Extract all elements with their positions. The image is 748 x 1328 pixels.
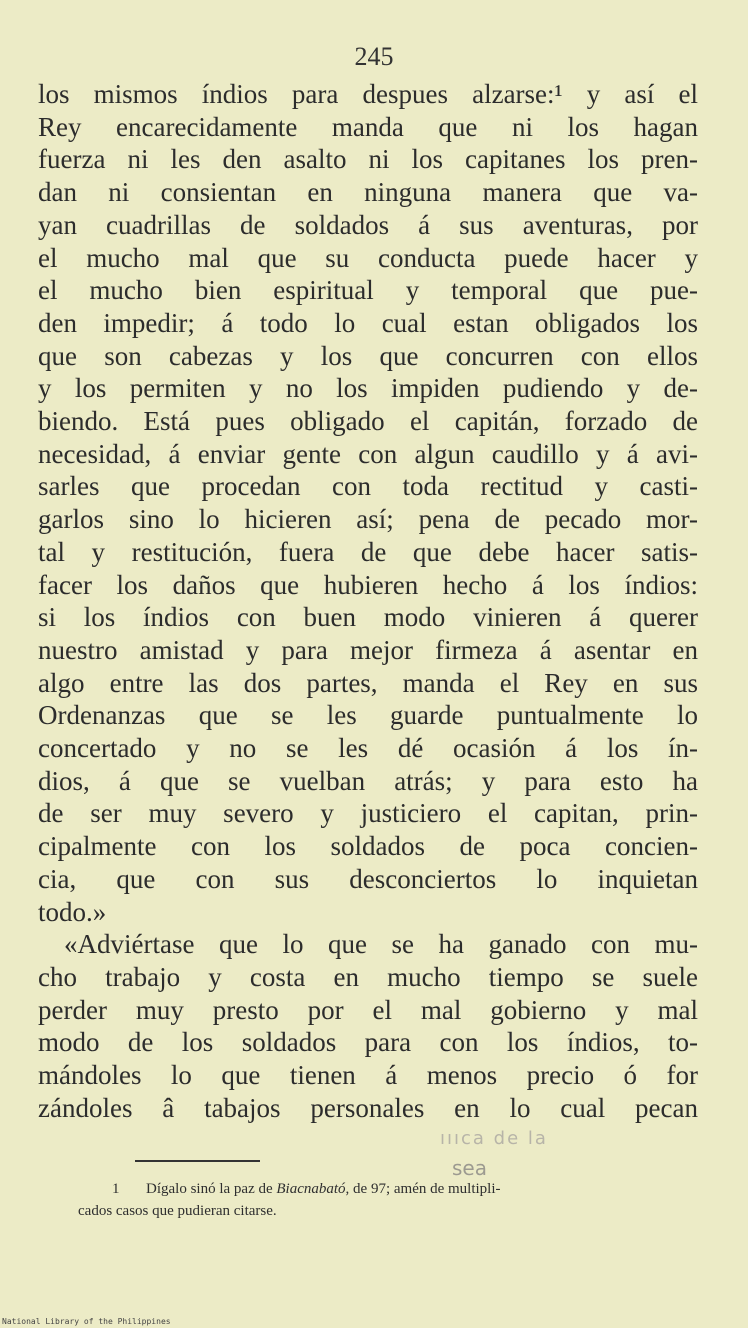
bleed-through-text: sea xyxy=(452,1156,487,1180)
text-line: tal y restitución, fuera de que debe hacer satis- xyxy=(38,536,698,567)
text-line: de ser muy severo y justiciero el capitan, prin- xyxy=(38,798,698,829)
footnote-divider xyxy=(135,1160,260,1162)
body-text xyxy=(38,78,698,1125)
footnote-text: , de 97; amén de multipli- xyxy=(345,1181,501,1197)
text-line: el mucho bien espiritual y temporal que pue- xyxy=(38,275,698,306)
text-line: mándoles lo que tienen á menos precio ó for xyxy=(38,1060,698,1091)
text-line: den impedir; á todo lo cual estan obligados los xyxy=(38,307,698,338)
text-line: y los permiten y no los impiden pudiendo y de- xyxy=(38,373,698,404)
text-line: dios, á que se vuelban atrás; y para esto ha xyxy=(38,765,698,796)
footnote-place-name: Biacnabató xyxy=(276,1181,346,1197)
text-line: Rey encarecidamente manda que ni los hagan xyxy=(38,111,698,142)
text-line: perder muy presto por el mal gobierno y mal xyxy=(38,994,698,1025)
text-line: el mucho mal que su conducta puede hacer y xyxy=(38,242,698,273)
text-line: concertado y no se les dé ocasión á los ín- xyxy=(38,733,698,764)
text-line: dan ni consientan en ninguna manera que va- xyxy=(38,177,698,208)
footnote-line: cados casos que pudieran citarse. xyxy=(78,1203,277,1219)
text-line: cipalmente con los soldados de poca concien- xyxy=(38,831,698,862)
text-line: facer los daños que hubieren hecho á los índios: xyxy=(38,569,698,600)
text-line: sarles que procedan con toda rectitud y casti- xyxy=(38,471,698,502)
page-number: 245 xyxy=(354,42,394,71)
paragraph-start-line: «Adviértase que lo que se ha ganado con mu- xyxy=(64,929,698,960)
text-line: los mismos índios para despues alzarse:¹ y así el xyxy=(38,79,698,109)
bleed-through-text: ıııca de la xyxy=(440,1128,548,1149)
text-line: biendo. Está pues obligado el capitán, forzado de xyxy=(38,406,698,437)
footnote-text: Dígalo sinó la paz de xyxy=(146,1181,273,1197)
text-line: yan cuadrillas de soldados á sus aventuras, por xyxy=(38,209,698,240)
text-line: que son cabezas y los que concurren con ellos xyxy=(38,340,698,371)
text-line: si los índios con buen modo vinieren á querer xyxy=(38,602,698,633)
text-line: nuestro amistad y para mejor firmeza á asentar en xyxy=(38,634,698,665)
text-line: modo de los soldados para con los índios, to- xyxy=(38,1027,698,1058)
text-line: algo entre las dos partes, manda el Rey en sus xyxy=(38,667,698,698)
text-line: cho trabajo y costa en mucho tiempo se suele xyxy=(38,961,698,992)
footnote xyxy=(78,1178,708,1222)
text-line: Ordenanzas que se les guarde puntualmente lo xyxy=(38,700,698,731)
text-line: necesidad, á enviar gente con algun caudillo y á avi- xyxy=(38,438,698,469)
library-credit: National Library of the Philippines xyxy=(2,1317,171,1326)
paragraph-end-line: todo.» xyxy=(38,896,107,927)
text-line: fuerza ni les den asalto ni los capitanes los pren- xyxy=(38,144,698,175)
footnote-line xyxy=(78,1178,708,1200)
text-line: zándoles â tabajos personales en lo cual pecan xyxy=(38,1092,698,1123)
text-line: cia, que con sus desconciertos lo inquietan xyxy=(38,863,698,894)
text-line: garlos sino lo hicieren así; pena de pecado mor- xyxy=(38,504,698,535)
footnote-number: 1 xyxy=(112,1181,120,1197)
